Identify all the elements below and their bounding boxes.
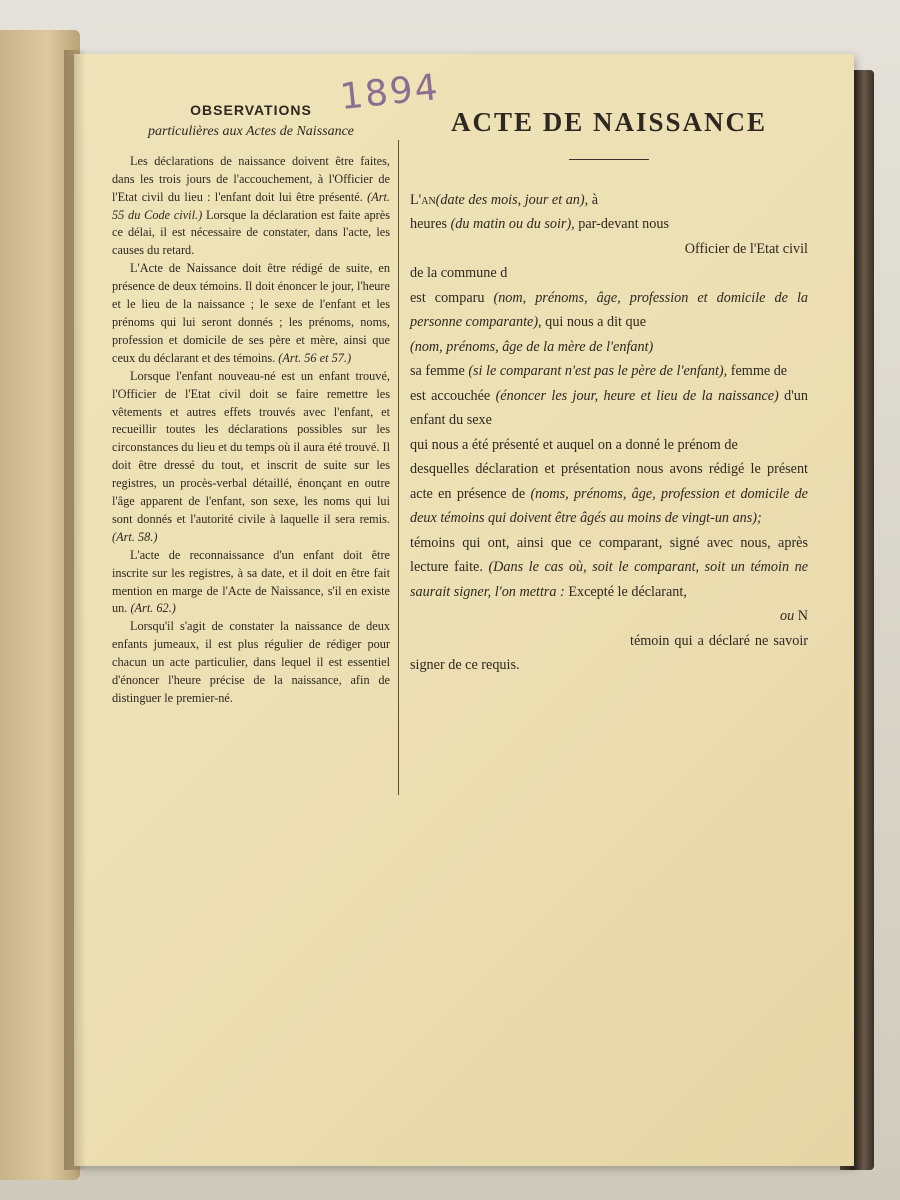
form-line — [410, 629, 808, 678]
form-line — [410, 433, 808, 458]
form-text-after: par-devant nous — [574, 216, 669, 232]
observations-title: OBSERVATIONS — [190, 102, 312, 118]
form-line — [410, 237, 808, 262]
form-instruction: (si le comparant n'est pas le père de l'enfant), — [468, 363, 728, 379]
form-text: témoins qui ont, ainsi que ce comparant, signé avec nous, après lecture faite. — [410, 534, 808, 575]
form-instruction: (nom, prénoms, âge de la mère de l'enfant) — [410, 338, 654, 355]
form-text: Officier de l'Etat civil — [684, 240, 808, 257]
form-instruction: (date des mois, jour et an), — [435, 191, 589, 208]
form-line — [410, 188, 808, 213]
paragraph-text: Lorsque l'enfant nouveau-né est un enfant trouvé, l'Officier de l'Etat civil doit se faire remettre les vêtements et autres effets trouvés avec l'enfant, et recueillir toutes les déclarations possibles sur les circonstances du lieu et du temps où il aura été trouvé. Il doit être dressé du tout, et inscrit de suite sur les registres, un procès-verbal détaillé, énonçant en outre l'âge apparent de l'enfant, son sexe, les noms qui lui sont donnés et l'autorité civile à laquelle il sera remis. — [112, 368, 390, 526]
form-line — [410, 286, 808, 335]
form-text: qui nous a été présenté et auquel on a donné le prénom de — [410, 436, 738, 453]
observation-paragraph — [112, 260, 390, 367]
form-line — [410, 457, 808, 531]
form-line — [410, 384, 808, 433]
form-line — [410, 261, 808, 286]
form-text: L'an — [410, 191, 436, 208]
form-text: sa femme — [410, 363, 469, 379]
form-instruction: (énoncer les jour, heure et lieu de la naissance) — [495, 387, 779, 404]
form-text: est comparu — [410, 289, 494, 306]
form-line — [410, 604, 808, 629]
form-instruction: (nom, prénoms, âge, profession et domicile de la personne comparante), — [410, 289, 808, 330]
column-divider — [398, 140, 399, 795]
form-text: est accouchée — [410, 387, 496, 404]
birth-act-form-text — [410, 188, 808, 678]
form-text: témoin qui a déclaré ne savoir signer de ce requis. — [410, 632, 808, 673]
form-instruction: (du matin ou du soir), — [450, 216, 575, 232]
form-instruction: (noms, prénoms, âge, profession et domicile de deux témoins qui doivent être âgés au moins de vingt-un ans); — [410, 485, 808, 526]
form-text-after: femme de — [727, 363, 788, 379]
title-rule — [569, 159, 649, 160]
form-line — [410, 359, 808, 384]
paragraph-text-continued: Lorsque la déclaration est faite après ce délai, il est nécessaire de constater, dans l'acte, les causes du retard. — [112, 207, 391, 258]
form-line — [410, 212, 808, 237]
paragraph-text: Les déclarations de naissance doivent être faites, dans les trois jours de l'accouchement, à l'Officier de l'Etat civil du lieu : l'enfant doit lui être présenté. — [112, 153, 390, 204]
observation-paragraph — [112, 153, 390, 260]
form-line — [410, 335, 808, 360]
observations-column — [112, 102, 390, 708]
form-text-after: d'un enfant du sexe — [410, 387, 808, 428]
paragraph-text: L'acte de reconnaissance d'un enfant doit être inscrite sur les registres, à sa date, et il doit en être fait mention en marge de l'Acte de Naissance, s'il en existe un. — [112, 547, 390, 616]
form-instruction: (Dans le cas où, soit le comparant, soit un témoin ne saurait signer, l'on mettra : — [410, 559, 809, 600]
form-text: desquelles déclaration et présentation nous avons rédigé le présent acte en présence de — [410, 461, 808, 502]
paragraph-text: L'Acte de Naissance doit être rédigé de suite, en présence de deux témoins. Il doit énoncer le jour, l'heure et le lieu de la naissance ; le sexe de l'enfant et les prénoms qui lui seront donnés ; les prénoms, noms, profession et domicile de ses père et mère, ainsi que ceux du déclarant et des témoins. — [112, 261, 390, 365]
code-article-reference: (Art. 58.) — [112, 529, 158, 544]
code-article-reference: (Art. 56 et 57.) — [278, 350, 352, 365]
code-article-reference: (Art. 62.) — [130, 601, 176, 616]
form-text-after: à — [588, 191, 599, 208]
form-text: heures — [410, 216, 451, 232]
observations-subtitle: particulières aux Actes de Naissance — [147, 123, 355, 139]
code-article-reference: (Art. 55 du Code civil.) — [112, 189, 390, 222]
observations-paragraphs — [112, 153, 390, 708]
birth-act-column — [410, 102, 808, 678]
form-text-after: N — [794, 608, 808, 624]
observation-paragraph — [112, 547, 390, 619]
form-text: de la commune d — [410, 265, 508, 281]
form-text-after: Excepté le déclarant, — [564, 583, 687, 600]
birth-act-title: ACTE DE NAISSANCE — [450, 107, 768, 137]
handwritten-year-note: 1894 — [338, 66, 442, 119]
form-line — [410, 531, 808, 605]
spine-shadow — [64, 50, 86, 1170]
observation-paragraph — [112, 368, 390, 547]
form-instruction: ou — [780, 608, 795, 624]
paragraph-text: Lorsqu'il s'agit de constater la naissance de deux enfants jumeaux, il est plus régulier de rédiger pour chacun un acte particulier, dans lequel il est essentiel d'énoncer l'heure précise de la naissance, afin de distinguer le premier-né. — [112, 619, 390, 705]
observation-paragraph — [112, 618, 390, 708]
form-text-after: qui nous a dit que — [541, 314, 647, 330]
